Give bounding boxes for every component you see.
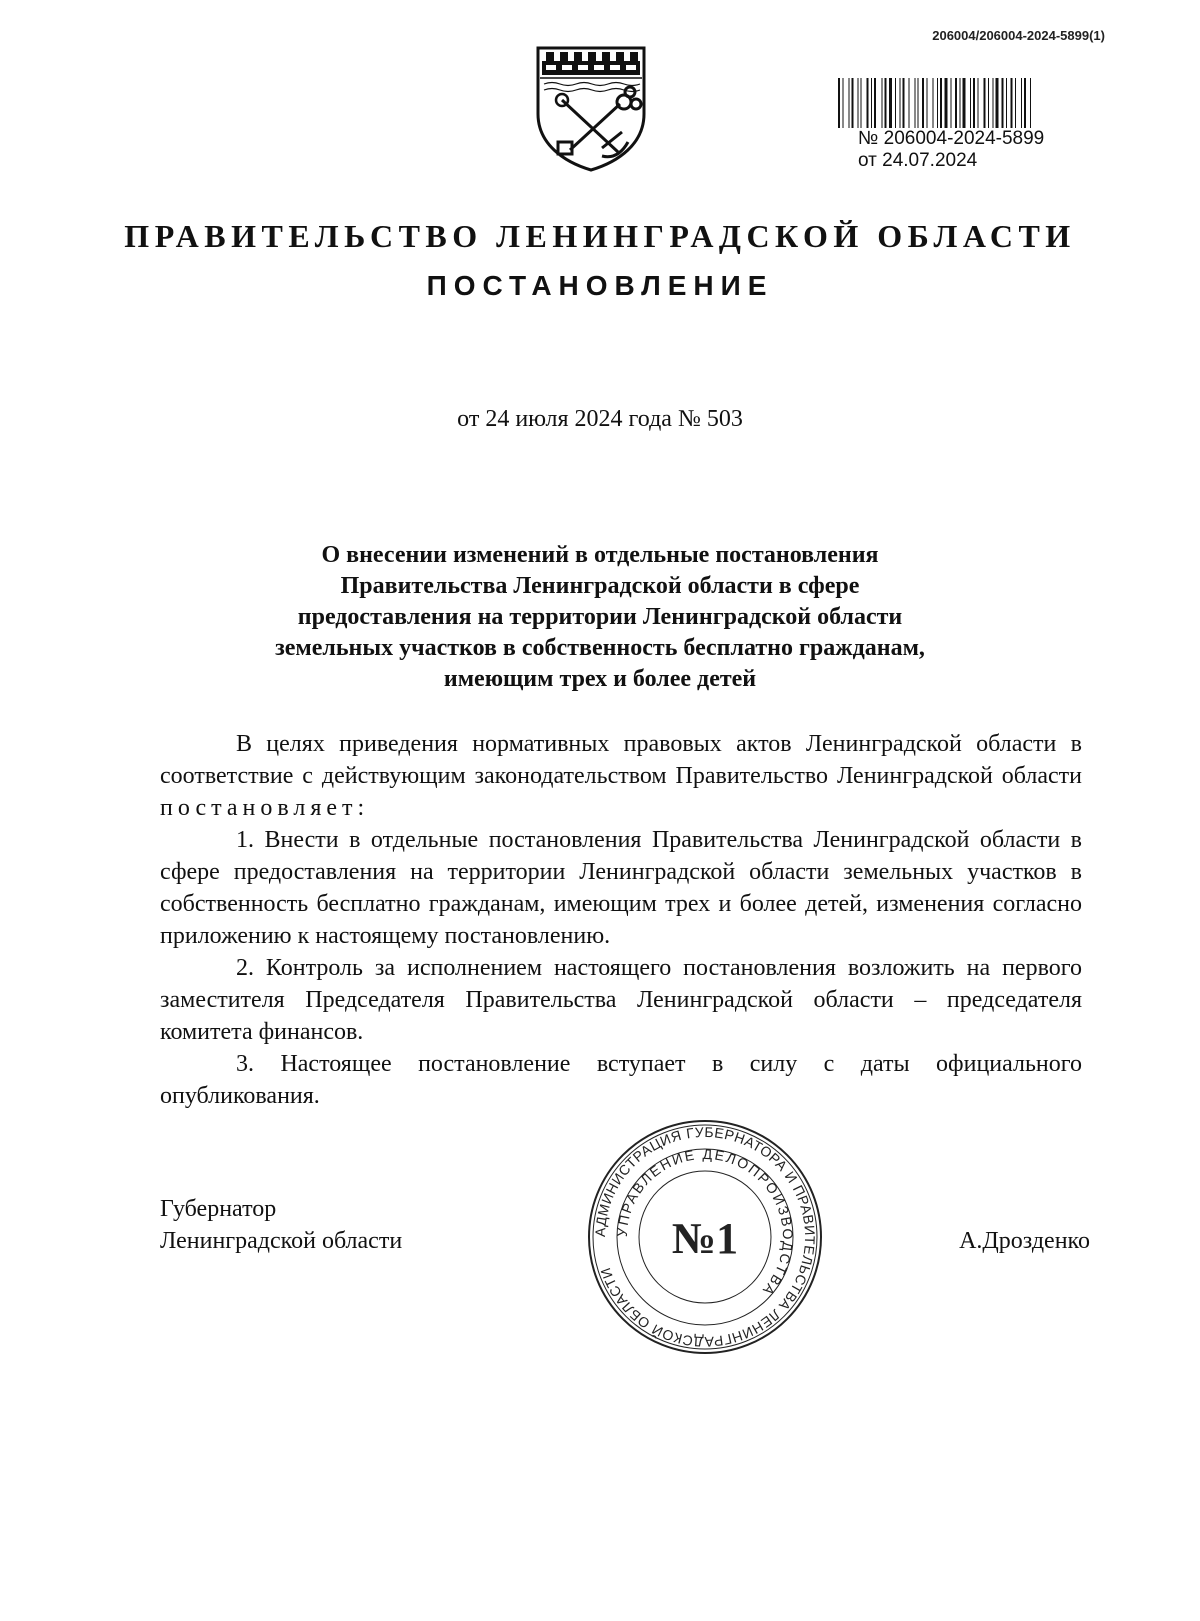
registration-date: от 24.07.2024 [858,150,978,171]
preamble-text: В целях приведения нормативных правовых актов Ленинградской области в соответствие с действующим законодательством Правительство Ленинградской области [160,731,1082,789]
subject-line: земельных участков в собственность бесплатно гражданам, [275,635,925,661]
registration-code: 206004/206004-2024-5899(1) [932,28,1105,43]
seal-outer-text: АДМИНИСТРАЦИЯ ГУБЕРНАТОРА И ПРАВИТЕЛЬСТВА ЛЕНИНГРАДСКОЙ ОБЛАСТИ [591,1123,819,1351]
resolves-word: постановляет: [160,795,370,821]
item-paragraph: 3. Настоящее постановление вступает в силу с даты официального опубликования. [160,1051,1082,1109]
registration-number: № 206004-2024-5899 [858,128,1045,149]
preamble-paragraph [160,728,1082,824]
seal-center-text: №1 [671,1214,739,1263]
government-title: ПРАВИТЕЛЬСТВО ЛЕНИНГРАДСКОЙ ОБЛАСТИ [124,218,1076,254]
barcode-icon [838,78,1098,128]
subject-line: предоставления на территории Ленинградской области [297,604,903,630]
round-seal-icon [585,1117,825,1357]
document-type: ПОСТАНОВЛЕНИЕ [426,270,774,301]
item-paragraph: 2. Контроль за исполнением настоящего постановления возложить на первого заместителя Председателя Правительства Ленинградской области – председателя комитета финансов. [160,955,1082,1045]
document-date-number: от 24 июля 2024 года № 503 [457,406,743,432]
subject-line: Правительства Ленинградской области в сфере [340,573,860,599]
subject-line: О внесении изменений в отдельные постановления [321,542,879,568]
registration-stamp [858,128,1044,172]
document-body [160,728,1082,1112]
seal-inner-text: УПРАВЛЕНИЕ ДЕЛОПРОИЗВОДСТВА [613,1145,797,1300]
signatory-position [160,1193,402,1257]
signatory-name: А.Дрозденко [959,1228,1090,1254]
subject-line: имеющим трех и более детей [443,666,757,692]
leningrad-oblast-coat-of-arms-icon [532,44,650,174]
document-subject [190,540,1010,695]
position-line: Губернатор [160,1196,277,1222]
position-line: Ленинградской области [160,1228,403,1254]
item-paragraph: 1. Внести в отдельные постановления Правительства Ленинградской области в сфере предоставления на территории Ленинградской области земельных участков в собственность бесплатно гражданам, имеющим трех и более детей, изменения согласно приложению к настоящему постановлению. [160,827,1082,949]
